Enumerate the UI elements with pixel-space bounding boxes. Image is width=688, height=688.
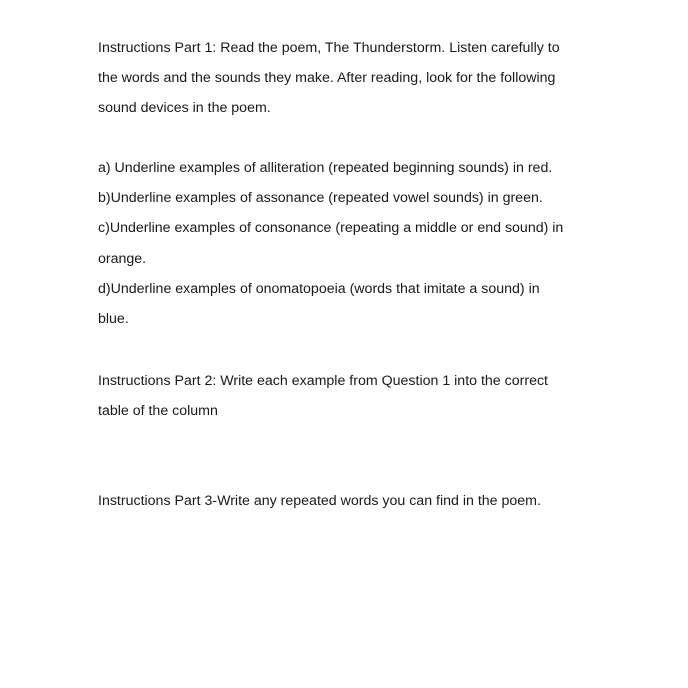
text-line: sound devices in the poem. bbox=[98, 100, 271, 117]
text-line: Instructions Part 3-Write any repeated words you can find in the poem. bbox=[98, 493, 541, 509]
list-item-onomatopoeia-continued: blue. bbox=[98, 311, 129, 328]
list-item-assonance: b)Underline examples of assonance (repeated vowel sounds) in green. bbox=[98, 190, 543, 207]
sound-device-list bbox=[98, 153, 618, 334]
list-item-consonance: c)Underline examples of consonance (repeating a middle or end sound) in bbox=[98, 220, 564, 237]
list-item-onomatopoeia: d)Underline examples of onomatopoeia (words that imitate a sound) in bbox=[98, 280, 540, 297]
list-item-alliteration: a) Underline examples of alliteration (repeated beginning sounds) in red. bbox=[98, 160, 553, 176]
instructions-part-3 bbox=[98, 486, 618, 516]
text-line: Instructions Part 2: Write each example from Question 1 into the correct bbox=[98, 373, 548, 389]
instructions-part-1 bbox=[98, 33, 618, 124]
instructions-part-2 bbox=[98, 366, 618, 426]
text-line: table of the column bbox=[98, 403, 218, 420]
text-line: the words and the sounds they make. After reading, look for the following bbox=[98, 70, 556, 87]
list-item-consonance-continued: orange. bbox=[98, 250, 147, 267]
text-line: Instructions Part 1: Read the poem, The Thunderstorm. Listen carefully to bbox=[98, 40, 560, 56]
